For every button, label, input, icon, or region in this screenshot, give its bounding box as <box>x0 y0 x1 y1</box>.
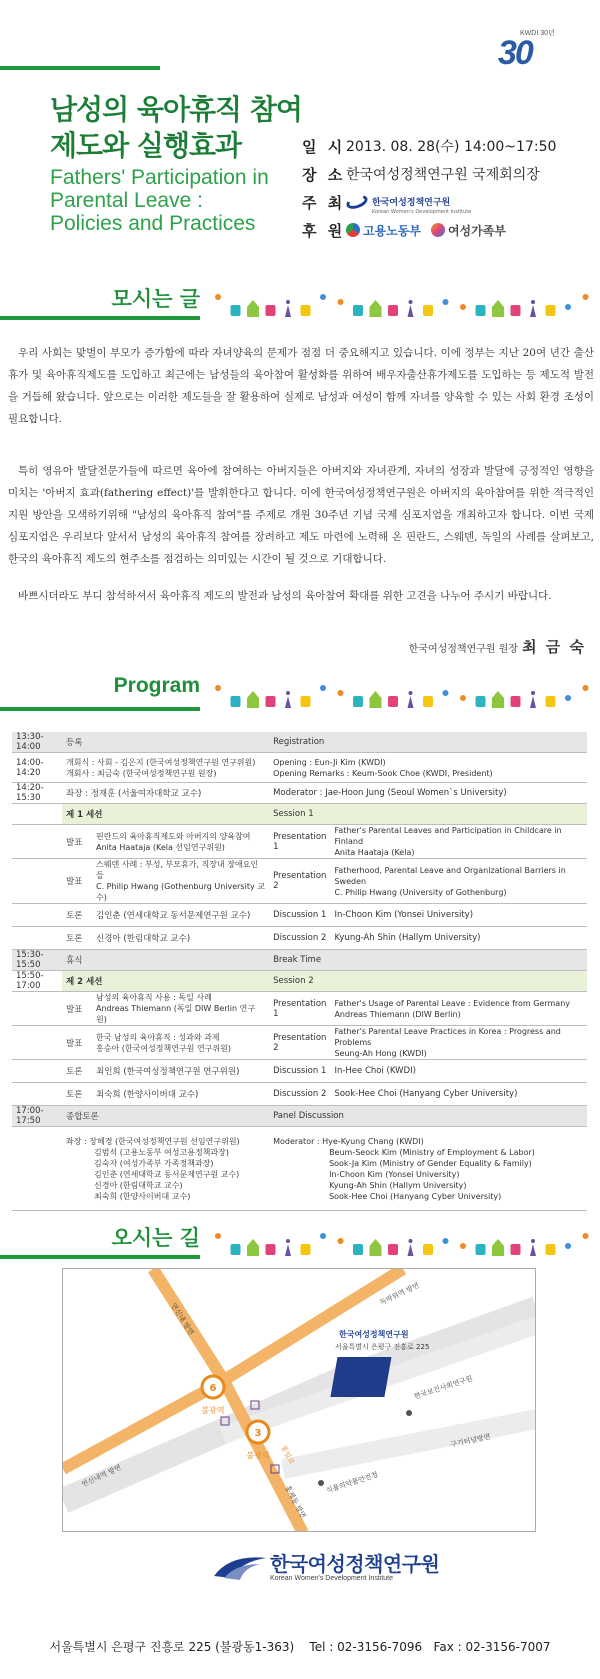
flower-icon <box>460 695 466 701</box>
stroller-icon <box>546 1244 556 1255</box>
cart-icon <box>231 1244 241 1255</box>
house-icon <box>247 300 259 317</box>
bottle-icon <box>388 696 398 707</box>
greeting-paragraph-3: 바쁘시더라도 부디 참석하셔서 육아휴직 제도의 발전과 남성의 육아참여 확대를 위한 고견을 나누어 주시기 바랍니다. <box>18 590 552 602</box>
road-label-yeonsinnae-station: 연신내역 방면 <box>80 1463 123 1489</box>
road-label-yeonsinnae: 연신내 방면 <box>169 1301 196 1337</box>
greeting-paragraph-1: 우리 사회는 맞벌이 부모가 증가함에 따라 자녀양육의 문제가 점점 더 중요해지고 있습니다. 이에 정부는 지난 20여 년간 출산휴가 및 육아휴직제도를 도입하고 최근에는 남성들의 육아참여 활성화를 위하여 배우자출산휴가제도를 도입하는 등 제도적 발전을 거듭해 왔습니다. 앞으로는 이러한 제도들을 잘 활용하여 실제로 남성과 여성이 함께 자녀를 양육할 수 있는 사회 환경 조성이 필요합니다. <box>8 347 594 425</box>
flower-icon <box>583 685 589 691</box>
greeting-section-header: 모시는 글 <box>0 283 600 323</box>
road-label-hongje: 홍제동 방면 <box>283 1484 308 1520</box>
stroller-icon <box>301 1244 311 1255</box>
station-6-number: 6 <box>209 1383 217 1394</box>
stroller-icon <box>546 305 556 316</box>
drop-icon <box>443 1238 449 1244</box>
cart-icon <box>231 305 241 316</box>
stroller-icon <box>423 696 433 707</box>
mogef-logo-icon <box>431 223 445 237</box>
table-row: 토론 최인희 (한국여성정책연구원 연구위원) Discussion 1 In-Hee Choi (KWDI) <box>12 1060 587 1083</box>
family-icons-decoration <box>210 287 600 321</box>
title-korean: 남성의 육아휴직 참여 제도와 실행효과 <box>50 93 302 162</box>
gray-road <box>283 1419 536 1469</box>
table-row: 13:30-14:00 등록 Registration <box>12 732 587 753</box>
directions-section-header: 오시는 길 <box>0 1222 600 1262</box>
footer-address: 서울특별시 은평구 진흥로 225 (불광동1-363) Tel : 02-3156-7096 Fax : 02-3156-7007 <box>49 1640 551 1654</box>
kwdi-swoosh-icon <box>210 1552 270 1582</box>
family-icons-decoration <box>210 678 600 712</box>
person-icon <box>408 1239 414 1256</box>
drop-icon <box>320 1233 326 1239</box>
flower-icon <box>215 294 221 300</box>
table-row: 14:00-14:20 개회식 : 사회 - 김은지 (한국여성정책연구원 연구위원) 개회사 : 최금숙 (한국여성정책연구원 원장) Opening : Eun-Ji Kim (KWDI) Opening Remarks : Keum-Sook Choe (KWDI, President) <box>12 753 587 783</box>
map-drawing <box>63 1269 536 1532</box>
stroller-icon <box>546 696 556 707</box>
stroller-icon <box>423 1244 433 1255</box>
bottle-icon <box>388 305 398 316</box>
road-label-dokbawi: 독바위역 방면 <box>378 1281 421 1307</box>
person-icon <box>530 1239 536 1256</box>
family-icons-decoration <box>210 1226 600 1260</box>
top-rule <box>0 66 160 70</box>
bottle-icon <box>266 305 276 316</box>
landmark-dot <box>406 1410 412 1416</box>
title-english: Fathers' Participation in Parental Leave : Policies and Practices <box>50 166 269 235</box>
cart-icon <box>353 1244 363 1255</box>
landmark-kfda: 식품의약품안전청 <box>325 1470 380 1495</box>
bottle-icon <box>511 1244 521 1255</box>
person-icon <box>530 300 536 317</box>
drop-icon <box>565 304 571 310</box>
kwdi-swoosh-icon <box>345 193 370 212</box>
flower-icon <box>460 304 466 310</box>
moel-logo-icon <box>346 223 360 237</box>
program-section-header: Program <box>0 674 600 714</box>
place-row: 장 소 한국여성정책연구원 국제회의장 <box>302 165 540 184</box>
table-row: 15:50-17:00 제 2 세션 Session 2 <box>12 971 587 992</box>
flower-icon <box>460 1243 466 1249</box>
table-row: 15:30-15:50 휴식 Break Time <box>12 950 587 971</box>
location-map <box>62 1268 536 1532</box>
table-row: 발표 핀란드의 육아휴직제도와 아버지의 양육참여 Anita Haataja (Kela 선임연구위원) Presentation 1 Father's Parental Leaves and Participation in Childcare in Finland Anita Haataja (Kela) <box>12 825 587 859</box>
table-row: 발표 스웨덴 사례 : 부성, 부모휴가, 직장내 장애요인들 C. Philip Hwang (Gothenburg University 교수) Presentation 2 Fatherhood, Parental Leave and Organizational Barriers in Sweden C. Philip Hwang (University of Gothenburg) <box>12 859 587 904</box>
person-icon <box>285 300 291 317</box>
road-label-tongil-ro: 통일로 <box>279 1444 296 1466</box>
footer-logo: 한국여성정책연구원 Korean Women's Development Institute <box>210 1552 439 1582</box>
house-icon <box>370 1239 382 1256</box>
kwdi-building <box>330 1357 391 1397</box>
bottle-icon <box>266 1244 276 1255</box>
person-icon <box>285 1239 291 1256</box>
kwdi-logo: 한국여성정책연구원 Korean Women's Development Institute <box>346 190 471 215</box>
bottle-icon <box>511 696 521 707</box>
program-table <box>12 732 587 1211</box>
cart-icon <box>476 1244 486 1255</box>
house-icon <box>370 300 382 317</box>
landmark-kihasa: 한국보건사회연구원 <box>413 1374 474 1401</box>
cart-icon <box>231 696 241 707</box>
cart-icon <box>353 696 363 707</box>
drop-icon <box>565 695 571 701</box>
drop-icon <box>565 1243 571 1249</box>
drop-icon <box>443 299 449 305</box>
house-icon <box>370 691 382 708</box>
house-icon <box>247 1239 259 1256</box>
flower-icon <box>215 1233 221 1239</box>
stroller-icon <box>423 305 433 316</box>
person-icon <box>408 691 414 708</box>
flower-icon <box>338 1238 344 1244</box>
person-icon <box>408 300 414 317</box>
table-row: 좌장 : 장혜경 (한국여성정책연구원 선임연구위원) 김범석 (고용노동부 여성고용정책과장) 김숙자 (여성가족부 가족정책과장) 김인춘 (연세대학교 동서문제연구원 교수) 신경아 (한림대학교 교수) 최숙희 (한양사이버대 교수) Moderator : Hye-Kyung Chang (KWDI) Beum-Seock Kim (Ministry of Employment & Labor) Sook-Ja Kim (Ministry of Gender Equality & Family) In-Choon Kim (Yonsei University) Kyung-Ah Shin (Hallym University) Sook-Hee Choi (Hanyang Cyber University) <box>12 1127 587 1211</box>
house-icon <box>492 1239 504 1256</box>
flower-icon <box>338 299 344 305</box>
date-row: 일 시 2013. 08. 28(수) 14:00~17:50 <box>302 137 557 156</box>
cart-icon <box>476 696 486 707</box>
flower-icon <box>583 1233 589 1239</box>
cart-icon <box>476 305 486 316</box>
flower-icon <box>215 685 221 691</box>
drop-icon <box>443 690 449 696</box>
sponsor-row: 후 원 고용노동부 여성가족부 <box>302 221 506 240</box>
road-label-gugi-tunnel: 구기터널방면 <box>449 1432 492 1449</box>
kwdi-30th-logo: KWDI 30년 30 <box>498 30 555 72</box>
table-row: 토론 최숙희 (한양사이버대 교수) Discussion 2 Sook-Hee Choi (Hanyang Cyber University) <box>12 1083 587 1106</box>
table-row: 토론 신경아 (한림대학교 교수) Discussion 2 Kyung-Ah Shin (Hallym University) <box>12 927 587 950</box>
bottle-icon <box>266 696 276 707</box>
bottle-icon <box>388 1244 398 1255</box>
table-row: 17:00-17:50 종합토론 Panel Discussion <box>12 1106 587 1127</box>
event-info <box>302 132 592 244</box>
landmark-dot <box>318 1480 324 1486</box>
stroller-icon <box>301 696 311 707</box>
house-icon <box>492 691 504 708</box>
station-3-name: 불광역 <box>246 1451 270 1460</box>
table-row: 발표 한국 남성의 육아휴직 : 성과와 과제 홍승아 (한국여성정책연구원 연구위원) Presentation 2 Father's Parental Leave Practices in Korea : Progress and Problems Seung-Ah Hong (KWDI) <box>12 1026 587 1060</box>
table-row: 토론 김인춘 (연세대학교 동서문제연구원 교수) Discussion 1 In-Choon Kim (Yonsei University) <box>12 904 587 927</box>
person-icon <box>530 691 536 708</box>
bottle-icon <box>511 305 521 316</box>
sponsor-moel: 고용노동부 <box>346 222 421 239</box>
cart-icon <box>353 305 363 316</box>
drop-icon <box>320 685 326 691</box>
drop-icon <box>320 294 326 300</box>
host-row: 주 최 한국여성정책연구원 Korean Women's Development Institute <box>302 188 592 216</box>
map-building-name: 한국여성정책연구원 <box>339 1330 409 1339</box>
house-icon <box>247 691 259 708</box>
sponsor-mogef: 여성가족부 <box>431 222 506 239</box>
table-row: 14:20-15:30 좌장 : 정재훈 (서울여자대학교 교수) Moderator : Jae-Hoon Jung (Seoul Women`s University) <box>12 783 587 804</box>
table-row: 발표 남성의 육아휴직 사용 : 독일 사례 Andreas Thiemann (독일 DIW Berlin 연구원) Presentation 1 Father's Usage of Parental Leave : Evidence from Germany Andreas Thiemann (DIW Berlin) <box>12 992 587 1026</box>
table-row: 제 1 세션 Session 1 <box>12 804 587 825</box>
house-icon <box>492 300 504 317</box>
station-3-number: 3 <box>254 1428 262 1439</box>
station-6-name: 불광역 <box>201 1406 225 1415</box>
signature: 한국여성정책연구원 원장 최 금 숙 <box>408 638 586 656</box>
stroller-icon <box>301 305 311 316</box>
person-icon <box>285 691 291 708</box>
greeting-paragraph-2: 특히 영유아 발달전문가들에 따르면 육아에 참여하는 아버지들은 아버지와 자녀관계, 자녀의 성장과 발달에 긍정적인 영향을 미치는 '아버지 효과(fathering effect)'를 발휘한다고 합니다. 이에 한국여성정책연구원은 아버지의 육아참여를 위한 적극적인 지원 방안을 모색하기위해 "남성의 육아휴직 참여"를 주제로 개원 30주년 기념 국제 심포지엄을 개최하고자 합니다. 이번 국제 심포지엄은 우리보다 앞서서 남성의 육아휴직 참여를 장려하고 제도 마련에 노력해 온 핀란드, 스웨덴, 독일의 사례를 살펴보고, 한국의 육아휴직 제도의 현주소를 점검하는 의미있는 시간이 될 것으로 기대합니다. <box>8 465 594 565</box>
map-building-address: 서울특별시 은평구 진흥로 225 <box>335 1343 430 1351</box>
flower-icon <box>338 690 344 696</box>
flower-icon <box>583 294 589 300</box>
